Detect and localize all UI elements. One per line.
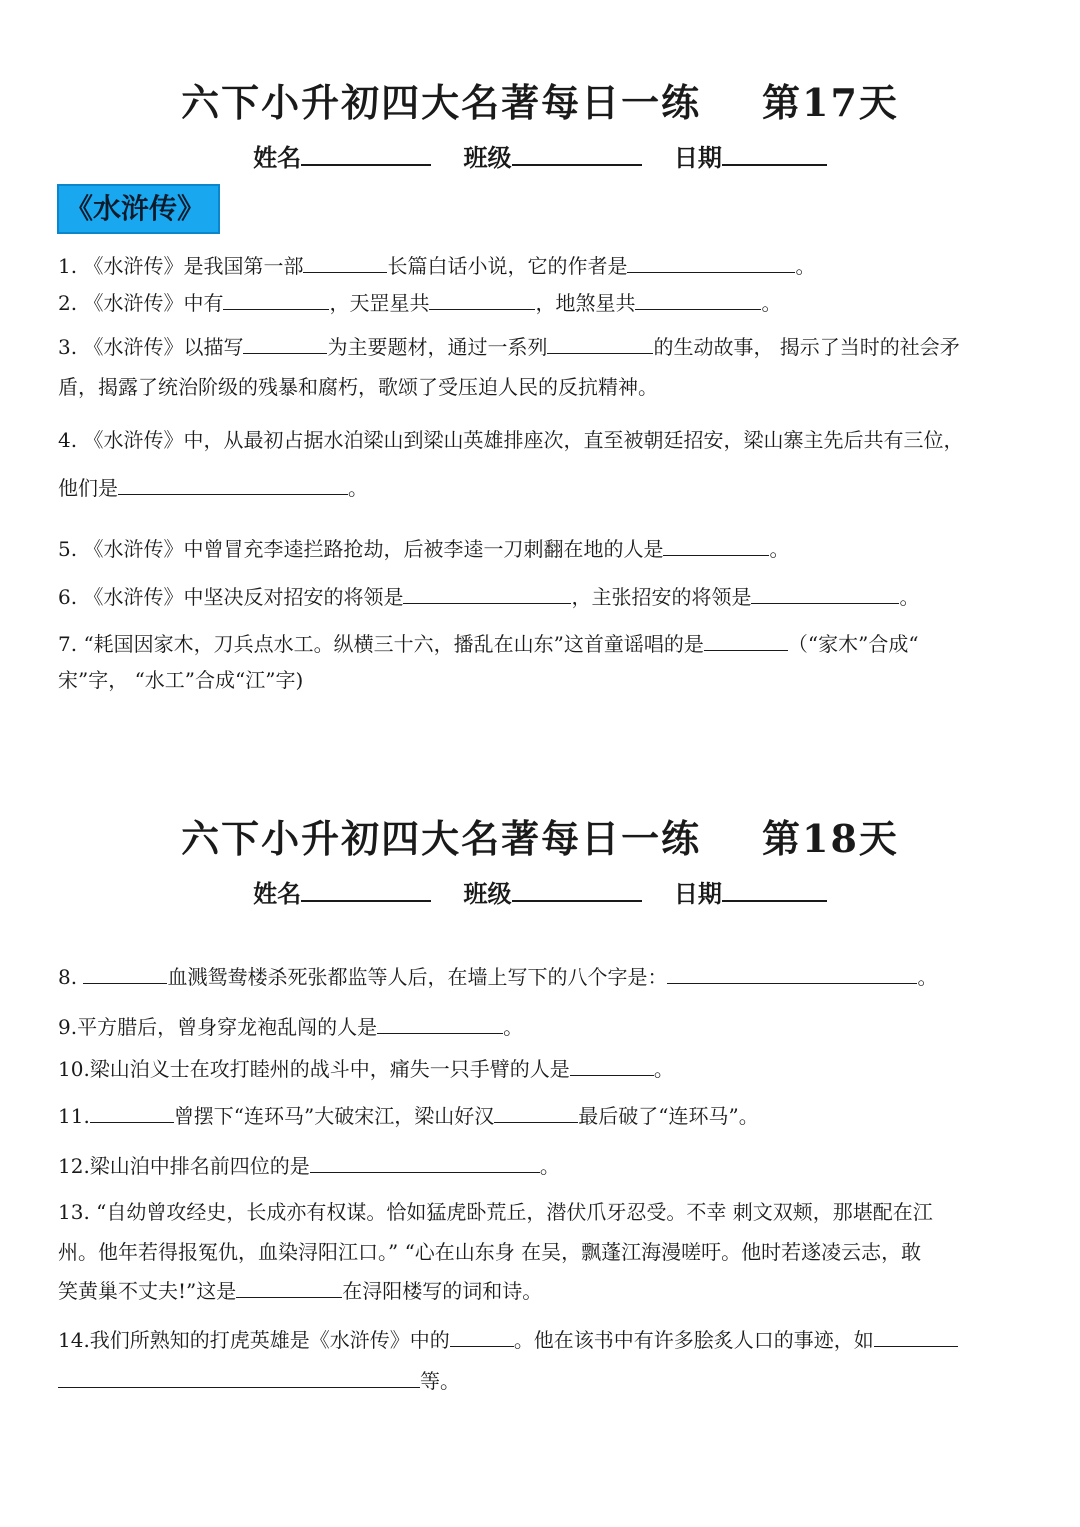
question-text: 。 bbox=[769, 537, 790, 561]
question-text: 最后破了“连环马”。 bbox=[578, 1104, 759, 1128]
question-text: 长篇白话小说，它的作者是 bbox=[387, 254, 628, 278]
question-line bbox=[58, 1275, 1018, 1304]
name-blank[interactable] bbox=[301, 142, 431, 166]
answer-blank[interactable] bbox=[377, 1015, 503, 1034]
day17-name-field[interactable] bbox=[253, 138, 431, 173]
question-text: 。 bbox=[503, 1015, 524, 1039]
answer-blank[interactable] bbox=[704, 632, 788, 651]
question-line bbox=[58, 664, 1018, 693]
question-line bbox=[58, 1365, 1018, 1394]
question-text: 他们是 bbox=[58, 476, 118, 500]
answer-blank[interactable] bbox=[243, 335, 327, 354]
question-line bbox=[58, 581, 1018, 610]
date-label: 日期 bbox=[673, 143, 722, 172]
question-line bbox=[58, 331, 1018, 360]
question-text: ，主张招安的将领是 bbox=[571, 585, 752, 609]
question-line bbox=[58, 1053, 1018, 1082]
answer-blank[interactable] bbox=[403, 585, 571, 604]
answer-blank[interactable] bbox=[627, 254, 795, 273]
day18-info-fields bbox=[0, 874, 1080, 909]
question-line bbox=[58, 961, 1018, 990]
name-blank[interactable] bbox=[301, 878, 431, 902]
question-text: 。 bbox=[653, 1057, 674, 1081]
name-label: 姓名 bbox=[253, 879, 302, 908]
question-text: 曾摆下“连环马”大破宋江，梁山好汉 bbox=[173, 1104, 495, 1128]
question-text: 。 bbox=[795, 254, 816, 278]
name-label: 姓名 bbox=[253, 143, 302, 172]
question-text: 14.我们所熟知的打虎英雄是《水浒传》中的 bbox=[58, 1328, 450, 1352]
day18-class-field[interactable] bbox=[464, 874, 642, 909]
answer-blank[interactable] bbox=[494, 1104, 578, 1123]
question-text: 1. 《水浒传》是我国第一部 bbox=[58, 254, 304, 278]
question-text: 4. 《水浒传》中，从最初占据水泊梁山到梁山英雄排座次，直至被朝廷招安，梁山寨主先后共有三位， bbox=[58, 428, 964, 452]
day18-title: 六下小升初四大名著每日一练 第18天 bbox=[181, 816, 899, 861]
question-text: 。他在该书中有许多脍炙人口的事迹，如 bbox=[513, 1328, 874, 1352]
question-text: 13. “自幼曾攻经史，长成亦有权谋。恰如猛虎卧荒丘，潜伏爪牙忍受。不幸 刺文双颊，那堪配在江 bbox=[58, 1200, 933, 1224]
question-line bbox=[58, 533, 1018, 562]
question-text: 。 bbox=[899, 585, 920, 609]
answer-blank[interactable] bbox=[58, 1369, 420, 1388]
question-text: 的生动故事， 揭示了当时的社会矛 bbox=[653, 335, 960, 359]
answer-blank[interactable] bbox=[83, 965, 167, 984]
answer-blank[interactable] bbox=[874, 1328, 958, 1347]
question-text: 3. 《水浒传》以描写 bbox=[58, 335, 244, 359]
answer-blank[interactable] bbox=[570, 1057, 654, 1076]
answer-blank[interactable] bbox=[663, 537, 769, 556]
question-text: 6. 《水浒传》中坚决反对招安的将领是 bbox=[58, 585, 404, 609]
question-text: 笑黄巢不丈夫!”这是 bbox=[58, 1279, 237, 1303]
question-text: 8. bbox=[58, 965, 84, 989]
day18-date-field[interactable] bbox=[674, 874, 827, 909]
question-text: 盾，揭露了统治阶级的残暴和腐朽，歌颂了受压迫人民的反抗精神。 bbox=[58, 375, 658, 399]
question-text: 2. 《水浒传》中有 bbox=[58, 291, 224, 315]
answer-blank[interactable] bbox=[303, 254, 387, 273]
day17-date-field[interactable] bbox=[674, 138, 827, 173]
answer-blank[interactable] bbox=[667, 965, 917, 984]
question-text: 5. 《水浒传》中曾冒充李逵拦路抢劫，后被李逵一刀刺翻在地的人是 bbox=[58, 537, 664, 561]
day17-class-field[interactable] bbox=[464, 138, 642, 173]
question-line bbox=[58, 1196, 1018, 1225]
answer-blank[interactable] bbox=[118, 476, 348, 495]
answer-blank[interactable] bbox=[236, 1279, 342, 1298]
question-text: 为主要题材，通过一系列 bbox=[327, 335, 548, 359]
day17-info-fields bbox=[0, 138, 1080, 173]
question-line bbox=[58, 371, 1018, 400]
question-line bbox=[58, 1324, 1018, 1353]
question-text: （“家木”合成“ bbox=[787, 632, 919, 656]
section-label-badge: 《水浒传》 bbox=[57, 184, 220, 234]
day17-title: 六下小升初四大名著每日一练 第17天 bbox=[181, 80, 899, 125]
question-line bbox=[58, 424, 1018, 453]
question-line bbox=[58, 1150, 1018, 1179]
answer-blank[interactable] bbox=[751, 585, 899, 604]
date-blank[interactable] bbox=[722, 142, 827, 166]
question-text: 12.梁山泊中排名前四位的是 bbox=[58, 1154, 310, 1178]
question-text: 在浔阳楼写的词和诗。 bbox=[342, 1279, 543, 1303]
question-text: 。 bbox=[348, 476, 368, 500]
answer-blank[interactable] bbox=[310, 1154, 540, 1173]
day18-name-field[interactable] bbox=[253, 874, 431, 909]
question-text: 等。 bbox=[420, 1369, 460, 1393]
question-line bbox=[58, 628, 1018, 657]
answer-blank[interactable] bbox=[635, 291, 761, 310]
date-blank[interactable] bbox=[722, 878, 827, 902]
class-blank[interactable] bbox=[512, 142, 642, 166]
question-text: 州。他年若得报冤仇，血染浔阳江口。” “心在山东身 在吴，飘蓬江海漫嗟吁。他时若遂凌云志，敢 bbox=[58, 1240, 922, 1264]
question-text: 宋”字， “水工”合成“江”字) bbox=[58, 668, 304, 692]
question-line bbox=[58, 1236, 1018, 1265]
answer-blank[interactable] bbox=[90, 1104, 174, 1123]
question-line bbox=[58, 1011, 1018, 1040]
question-text: ，地煞星共 bbox=[535, 291, 636, 315]
class-blank[interactable] bbox=[512, 878, 642, 902]
question-text: 7. “耗国因家木，刀兵点水工。纵横三十六，播乱在山东”这首童谣唱的是 bbox=[58, 632, 704, 656]
class-label: 班级 bbox=[463, 143, 512, 172]
question-line bbox=[58, 287, 1018, 316]
answer-blank[interactable] bbox=[429, 291, 535, 310]
answer-blank[interactable] bbox=[547, 335, 653, 354]
answer-blank[interactable] bbox=[450, 1328, 514, 1347]
question-line bbox=[58, 472, 1018, 501]
question-text: 血溅鸳鸯楼杀死张都监等人后，在墙上写下的八个字是： bbox=[167, 965, 668, 989]
question-text: 。 bbox=[761, 291, 782, 315]
date-label: 日期 bbox=[673, 879, 722, 908]
answer-blank[interactable] bbox=[223, 291, 329, 310]
question-text: ，天罡星共 bbox=[329, 291, 430, 315]
question-text: 。 bbox=[539, 1154, 560, 1178]
question-line bbox=[58, 1100, 1018, 1129]
question-text: 。 bbox=[917, 965, 938, 989]
class-label: 班级 bbox=[463, 879, 512, 908]
question-text: 11. bbox=[58, 1104, 90, 1128]
question-text: 9.平方腊后，曾身穿龙袍乱闯的人是 bbox=[58, 1015, 378, 1039]
question-line bbox=[58, 250, 1018, 279]
question-text: 10.梁山泊义士在攻打睦州的战斗中，痛失一只手臂的人是 bbox=[58, 1057, 570, 1081]
